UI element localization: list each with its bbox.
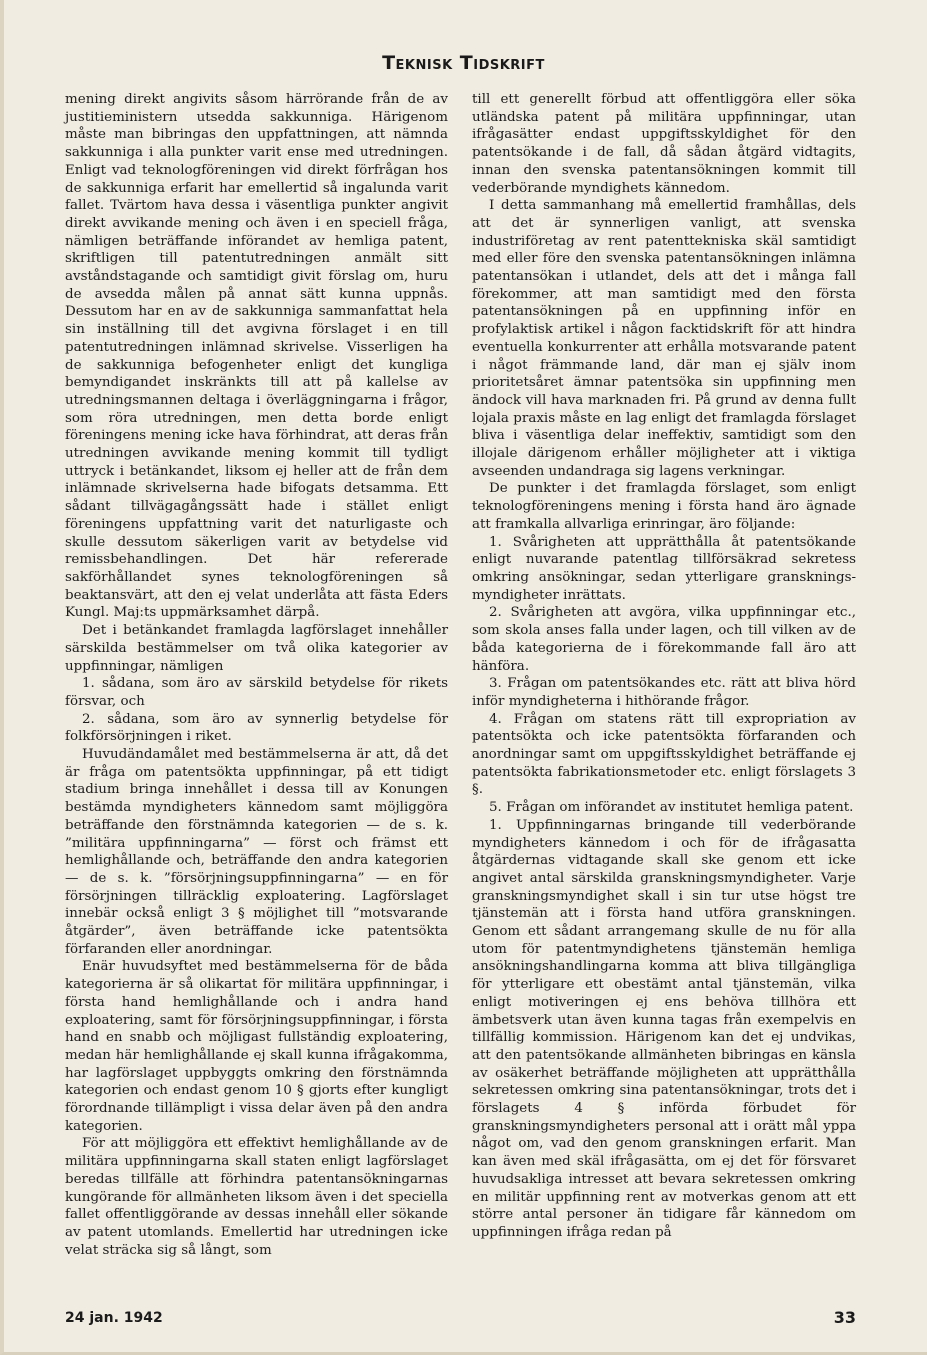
- issue-date: 24 jan. 1942: [65, 1310, 163, 1326]
- paragraph: 1. Uppfinningarnas bringande till vederbörande myndigheters kännedom i och för de ifrågasatta åtgärdernas vidtagande skall ske genom ett icke angivet antal särskilda granskningsmyndigheter. Varje granskningsmyndighet skall i sin tur utse högst tre tjänstemän att i första hand utföra granskningen. Genom ett sådant arrangemang skulle de nu för alla utom för patentmyndighetens tjänstemän hemliga ansökningshandlingarna komma att bliva tillgängliga för ytterligare ett obestämt antal tjänstemän, vilka enligt motiveringen ej ens behöva tillhöra ett ämbetsverk utan även kunna tagas från exempelvis en tillfällig kommission. Härigenom kan det ej undvikas, att den patentsökande allmänheten bibringas en känsla av osäkerhet beträffande möjligheten att upprätthålla sekretessen omkring sina patentansökningar, trots det i förslagets 4 § införda förbudet för granskningsmyndigheters personal att i orätt mål yppa något om, vad den genom granskningen erfarit. Man kan även med skäl ifrågasätta, om ej det för försvaret huvudsakliga intresset att bevara sekretessen omkring en militär uppfinning rent av motverkas genom att ett större antal personer än tidigare får kännedom om uppfinningen ifråga redan på: [472, 817, 856, 1240]
- list-item: 2. sådana, som äro av synnerlig betydelse för folkförsörjningen i riket.: [65, 711, 448, 745]
- left-column: [65, 91, 448, 1259]
- paragraph: De punkter i det framlagda förslaget, som enligt teknologföreningens mening i första hand äro ägnade att framkalla allvarliga erinringar, äro följande:: [472, 481, 856, 532]
- paragraph: till ett generellt förbud att offentliggöra eller söka utländska patent på militära uppfinningar, utan ifrågasätter endast uppgiftsskyldighet för den patentsökande i de fall, då sådan åtgärd vidtagits, innan den svenska patentansökningen kommit till vederbörande myndighets kännedom.: [472, 92, 856, 196]
- page-number: 33: [833, 1308, 856, 1327]
- paragraph: Huvudändamålet med bestämmelserna är att, då det är fråga om patentsökta uppfinningar, på ett tidigt stadium bringa innehållet i dessa till av Konungen bestämda myndigheters kännedom samt möjliggöra beträffande den förstnämnda kategorien — de s. k. ”militära uppfinningarna” — först och främst ett hemlighållande och, beträffande den andra kategorien — de s. k. ”försörjningsuppfinningarna” — en för försörjningen tillräcklig exploatering. Lagförslaget innebär också enligt 3 § möjlighet till ”motsvarande åtgärder”, även beträffande icke patentsökta förfaranden eller anordningar.: [65, 747, 448, 957]
- journal-title: Teknisk Tidskrift: [382, 52, 545, 74]
- list-item: 3. Frågan om patentsökandes etc. rätt att bliva hörd inför myndigheterna i hithörande frågor.: [472, 676, 856, 709]
- list-item: 1. Svårigheten att upprätthålla åt patentsökande enligt nuvarande patentlag tillförsäkrad sekretess omkring ansökningar, sedan ytterligare gransknings-myndigheter inrättats.: [472, 534, 856, 603]
- paragraph: Enär huvudsyftet med bestämmelserna för de båda kategorierna är så olikartat för militära uppfinningar, i första hand hemlighållande och i andra hand exploatering, samt för försörjningsuppfinningar, i första hand en snabb och möjligast fullständig exploatering, medan här hemlighållande ej skall kunna ifrågakomma, har lagförslaget uppbyggts omkring den förstnämnda kategorien och endast genom 10 § gjorts efter kungligt förordnande tillämpligt i vissa delar även på den andra kategorien.: [65, 959, 448, 1134]
- list-item: 2. Svårigheten att avgöra, vilka uppfinningar etc., som skola anses falla under lagen, och till vilken av de båda kategorierna de i förekommande fall äro att hänföra.: [472, 605, 856, 674]
- list-item: 1. sådana, som äro av särskild betydelse för rikets försvar, och: [65, 676, 448, 709]
- paragraph: För att möjliggöra ett effektivt hemlighållande av de militära uppfinningarna skall staten enligt lagförslaget beredas tillfälle att förhindra patentansökningarnas kungörande för allmänheten liksom även i det speciella fallet offentliggörande av dessas innehåll eller sökande av patent utomlands. Emellertid har utredningen icke velat sträcka sig så långt, som: [65, 1136, 448, 1258]
- list-item: 4. Frågan om statens rätt till expropriation av patentsökta och icke patentsökta förfaranden och anordningar samt om uppgiftsskyldighet beträffande ej patentsökta fabrikationsmetoder etc. enligt förslagets 3 §.: [472, 711, 856, 798]
- paragraph: Det i betänkandet framlagda lagförslaget innehåller särskilda bestämmelser om två olika kategorier av uppfinningar, nämligen: [65, 623, 448, 674]
- paragraph: I detta sammanhang må emellertid framhållas, dels att det är synnerligen vanligt, att svenska industriföretag av rent patenttekniska skäl samtidigt med eller före den svenska patentansökningen inlämna patentansökan i utlandet, dels att det i många fall förekommer, att man samtidigt med den första patentansökningen på en uppfinning inför en profylaktisk artikel i någon facktidskrift för att hindra eventuella konkurrenter att erhålla motsvarande patent i något främmande land, där man ej själv inom prioritetsåret ämnar patentsöka sin uppfinning men ändock vill hava marknaden fri. På grund av denna fullt lojala praxis måste en lag enligt det framlagda förslaget bliva i väsentliga delar ineffektiv, samtidigt som den illojale därigenom erhåller möjligheter att i viktiga avseenden undandraga sig lagens verkningar.: [472, 198, 856, 479]
- paragraph: mening direkt angivits såsom härrörande från de av justitieministern utsedda sakkunniga. Härigenom måste man bibringas den uppfattningen, att nämnda sakkunniga i alla punkter varit ense med utredningen. Enligt vad teknologföreningen vid direkt förfrågan hos de sakkunniga erfarit har emellertid så ingalunda varit fallet. Tvärtom hava dessa i väsentliga punkter angivit direkt avvikande mening och även i en speciell fråga, nämligen beträffande införandet av hemliga patent, skriftligen till patentutredningen anmält sitt avståndstagande och samtidigt givit förslag om, huru de avsedda målen på annat sätt kunna uppnås. Dessutom har en av de sakkunniga sammanfattat hela sin inställning till det avgivna förslaget i en till patentutredningen inlämnad skrivelse. Visserligen ha de sakkunniga befogenheter enligt det kungliga bemyndigandet inskränkts till att på kallelse av utredningsmannen deltaga i överläggningarna i frågor, som röra utredningen, men detta borde enligt föreningens mening icke hava förhindrat, att deras från utredningen avvikande mening kommit till tydligt uttryck i betänkandet, liksom ej heller att de från dem inlämnade skrivelserna hade bifogats detsamma. Ett sådant tillvägagångssätt hade i stället enligt föreningens uppfattning varit det naturligaste och skulle dessutom säkerligen varit av betydelse vid remissbehandlingen. Det här refererade sakförhållandet synes teknologföreningen så beaktansvärt, att den ej velat underlåta att fästa Eders Kungl. Maj:ts uppmärksamhet därpå.: [65, 92, 448, 621]
- right-column: [472, 91, 856, 1242]
- list-item: 5. Frågan om införandet av institutet hemliga patent.: [489, 800, 854, 816]
